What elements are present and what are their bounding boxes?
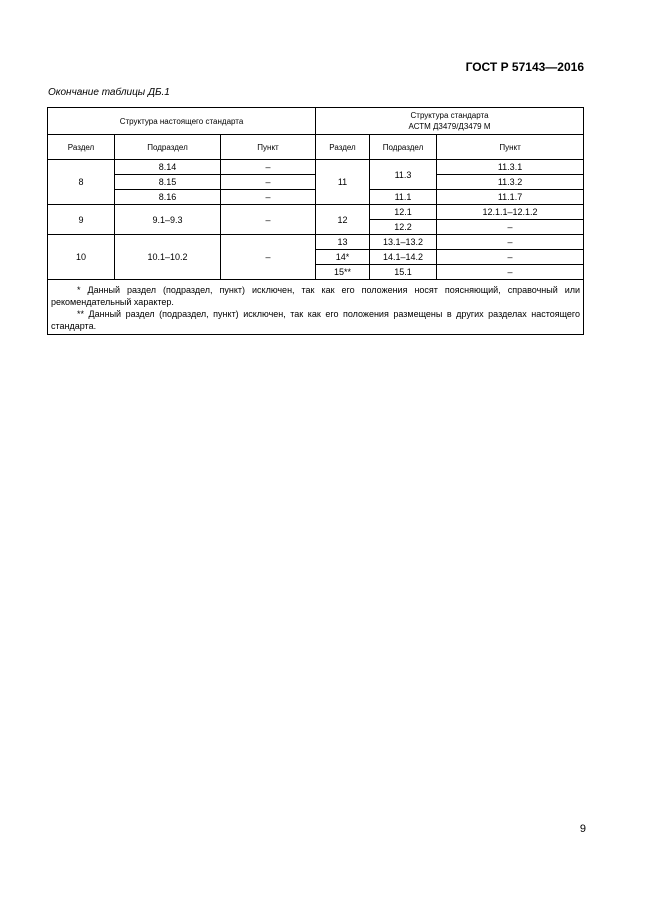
col-header-clause: Пункт xyxy=(221,135,316,160)
left-group-header: Структура настоящего стандарта xyxy=(48,108,316,135)
cell-section: 10 xyxy=(48,235,115,280)
footnote-1: * Данный раздел (подраздел, пункт) исключен, так как его положения носят поясняющий, справочный или рекомендательный характер. xyxy=(51,285,581,307)
cell-subsection: 8.16 xyxy=(115,190,221,205)
right-header-line2: АСТМ Д3479/Д3479 М xyxy=(408,122,491,131)
cell-astm-subsection: 14.1–14.2 xyxy=(370,250,437,265)
cell-astm-clause: – xyxy=(437,265,584,280)
page-number: 9 xyxy=(579,823,586,835)
right-group-header xyxy=(316,108,584,135)
cell-subsection: 8.14 xyxy=(115,160,221,175)
cell-astm-clause: 12.1.1–12.1.2 xyxy=(437,205,584,220)
cell-astm-section: 14* xyxy=(316,250,370,265)
cell-astm-subsection: 15.1 xyxy=(370,265,437,280)
correspondence-table xyxy=(47,107,584,335)
right-header-line1: Структура стандарта xyxy=(410,111,489,120)
cell-astm-section: 12 xyxy=(316,205,370,235)
cell-astm-clause: – xyxy=(437,220,584,235)
cell-astm-clause: 11.1.7 xyxy=(437,190,584,205)
cell-subsection: 9.1–9.3 xyxy=(115,205,221,235)
cell-clause: – xyxy=(221,160,316,175)
col-header-astm-subsection: Подраздел xyxy=(370,135,437,160)
cell-astm-clause: – xyxy=(437,250,584,265)
footnote-2: ** Данный раздел (подраздел, пункт) исключен, так как его положения размещены в других разделах настоящего стандарта. xyxy=(51,309,581,331)
cell-clause: – xyxy=(221,205,316,235)
table-caption: Окончание таблицы ДБ.1 xyxy=(48,87,170,98)
cell-astm-subsection: 11.3 xyxy=(370,160,437,190)
cell-astm-section: 13 xyxy=(316,235,370,250)
cell-astm-subsection: 12.1 xyxy=(370,205,437,220)
cell-astm-section: 15** xyxy=(316,265,370,280)
cell-section: 9 xyxy=(48,205,115,235)
cell-astm-clause: – xyxy=(437,235,584,250)
table-footnotes xyxy=(48,280,584,335)
cell-clause: – xyxy=(221,190,316,205)
cell-astm-subsection: 12.2 xyxy=(370,220,437,235)
col-header-subsection: Подраздел xyxy=(115,135,221,160)
cell-section: 8 xyxy=(48,160,115,205)
col-header-astm-section: Раздел xyxy=(316,135,370,160)
cell-astm-subsection: 13.1–13.2 xyxy=(370,235,437,250)
cell-subsection: 8.15 xyxy=(115,175,221,190)
document-code: ГОСТ Р 57143—2016 xyxy=(465,60,584,74)
cell-astm-subsection: 11.1 xyxy=(370,190,437,205)
col-header-section: Раздел xyxy=(48,135,115,160)
col-header-astm-clause: Пункт xyxy=(437,135,584,160)
cell-clause: – xyxy=(221,235,316,280)
cell-astm-clause: 11.3.1 xyxy=(437,160,584,175)
cell-clause: – xyxy=(221,175,316,190)
cell-astm-section: 11 xyxy=(316,160,370,205)
cell-astm-clause: 11.3.2 xyxy=(437,175,584,190)
cell-subsection: 10.1–10.2 xyxy=(115,235,221,280)
